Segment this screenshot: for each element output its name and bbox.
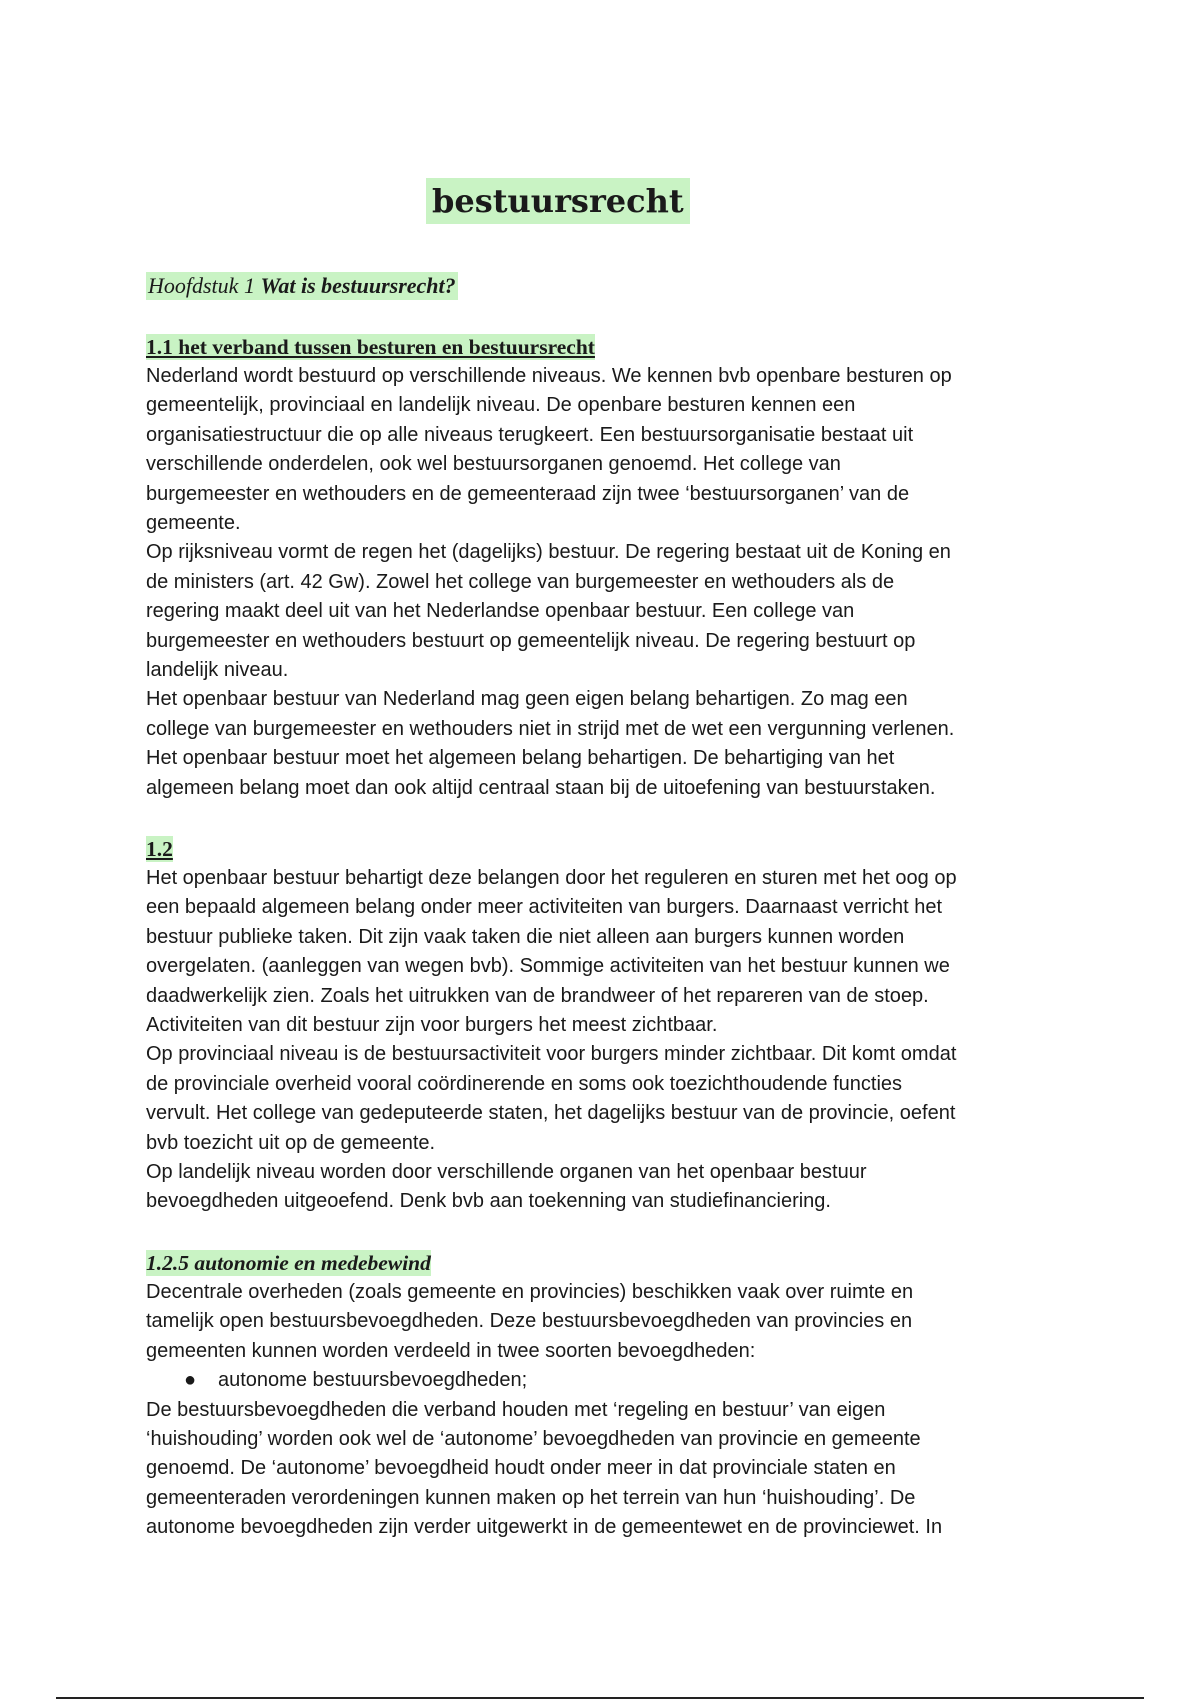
bullet-text: autonome bestuursbevoegdheden; <box>218 1369 528 1392</box>
text-line: autonome bevoegdheden zijn verder uitgewerkt in de gemeentewet en de provinciewet. In <box>146 1516 943 1539</box>
section-body <box>146 864 1066 1217</box>
document-title: bestuursrecht <box>426 178 690 224</box>
text-line: algemeen belang moet dan ook altijd centraal staan bij de uitoefening van bestuurstaken. <box>146 776 936 799</box>
section-heading: 1.2.5 autonomie en medebewind <box>146 1251 431 1275</box>
section-1-2 <box>146 836 1066 1217</box>
text-line: gemeente. <box>146 512 241 535</box>
text-line: tamelijk open bestuursbevoegdheden. Deze bestuursbevoegdheden van provincies en <box>146 1310 913 1333</box>
text-line: Het openbaar bestuur behartigt deze belangen door het reguleren en sturen met het oog op <box>146 867 957 889</box>
text-line: organisatiestructuur die op alle niveaus terugkeert. Een bestuursorganisatie bestaat uit <box>146 423 914 446</box>
section-heading: 1.1 het verband tussen besturen en bestuursrecht <box>146 335 595 359</box>
text-line: bvb toezicht uit op de gemeente. <box>146 1131 436 1154</box>
text-line: college van burgemeester en wethouders niet in strijd met de wet een vergunning verlenen. <box>146 717 955 740</box>
text-line: De bestuursbevoegdheden die verband houden met ‘regeling en bestuur’ van eigen <box>146 1398 886 1421</box>
text-line: Op landelijk niveau worden door verschillende organen van het openbaar bestuur <box>146 1161 867 1184</box>
text-line: de provinciale overheid vooral coördinerende en soms ook toezichthoudende functies <box>146 1072 903 1095</box>
section-body <box>146 362 1066 803</box>
chapter-title: Wat is bestuursrecht? <box>260 273 456 298</box>
text-line: verschillende onderdelen, ook wel bestuursorganen genoemd. Het college van <box>146 453 841 476</box>
text-line: burgemeester en wethouders bestuurt op gemeentelijk niveau. De regering bestuurt op <box>146 629 916 652</box>
footer-rule <box>56 1697 1144 1699</box>
text-line: Het openbaar bestuur moet het algemeen belang behartigen. De behartiging van het <box>146 747 895 770</box>
text-line: vervult. Het college van gedeputeerde staten, het dagelijks bestuur van de provincie, oefent <box>146 1102 956 1125</box>
text-line: Activiteiten van dit bestuur zijn voor burgers het meest zichtbaar. <box>146 1014 718 1037</box>
text-line: bestuur publieke taken. Dit zijn vaak taken die niet alleen aan burgers kunnen worden <box>146 925 905 948</box>
text-line: genoemd. De ‘autonome’ bevoegdheid houdt onder meer in dat provinciale staten en <box>146 1457 896 1480</box>
chapter-heading <box>146 272 458 300</box>
text-line: Nederland wordt bestuurd op verschillende niveaus. We kennen bvb openbare besturen op <box>146 365 952 387</box>
text-line: gemeentelijk, provinciaal en landelijk niveau. De openbare besturen kennen een <box>146 394 856 417</box>
text-line: bevoegdheden uitgeoefend. Denk bvb aan toekenning van studiefinanciering. <box>146 1190 831 1213</box>
text-line: ‘huishouding’ worden ook wel de ‘autonome’ bevoegdheden van provincie en gemeente <box>146 1428 921 1451</box>
bullet-item <box>146 1366 1066 1395</box>
chapter-prefix: Hoofdstuk 1 <box>148 273 261 298</box>
text-line: burgemeester en wethouders en de gemeenteraad zijn twee ‘bestuursorganen’ van de <box>146 482 910 505</box>
text-line: gemeenteraden verordeningen kunnen maken op het terrein van hun ‘huishouding’. De <box>146 1486 916 1509</box>
text-line: de ministers (art. 42 Gw). Zowel het college van burgemeester en wethouders als de <box>146 570 895 593</box>
text-line: overgelaten. (aanleggen van wegen bvb). Sommige activiteiten van het bestuur kunnen we <box>146 955 950 978</box>
text-line: daadwerkelijk zien. Zoals het uitrukken van de brandweer of het repareren van de stoep. <box>146 984 929 1007</box>
section-body <box>146 1278 1066 1366</box>
text-line: Decentrale overheden (zoals gemeente en provincies) beschikken vaak over ruimte en <box>146 1281 914 1303</box>
title-block <box>426 178 690 224</box>
bullet-dot-icon: ● <box>184 1369 197 1392</box>
section-heading: 1.2 <box>146 837 173 861</box>
section-body-continued <box>146 1396 1066 1543</box>
text-line: Het openbaar bestuur van Nederland mag geen eigen belang behartigen. Zo mag een <box>146 688 908 711</box>
text-line: een bepaald algemeen belang onder meer activiteiten van burgers. Daarnaast verricht het <box>146 896 943 919</box>
section-1-1 <box>146 334 1066 803</box>
text-line: landelijk niveau. <box>146 659 289 682</box>
text-line: Op rijksniveau vormt de regen het (dagelijks) bestuur. De regering bestaat uit de Koning en <box>146 541 951 564</box>
text-line: regering maakt deel uit van het Nederlandse openbaar bestuur. Een college van <box>146 600 855 623</box>
text-line: gemeenten kunnen worden verdeeld in twee soorten bevoegdheden: <box>146 1339 756 1362</box>
text-line: Op provinciaal niveau is de bestuursactiviteit voor burgers minder zichtbaar. Dit komt omdat <box>146 1043 957 1066</box>
section-1-2-5 <box>146 1250 1066 1543</box>
